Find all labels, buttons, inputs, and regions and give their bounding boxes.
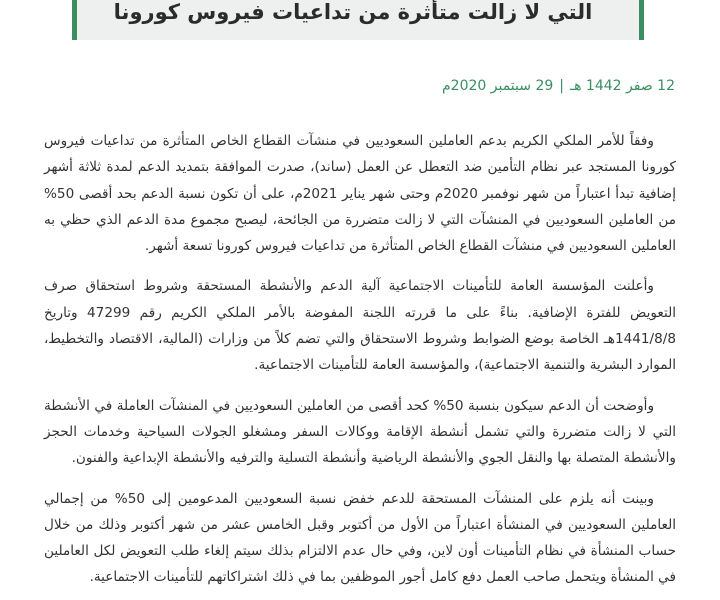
article-paragraph-2: وأعلنت المؤسسة العامة للتأمينات الاجتماعية آلية الدعم والأنشطة المستحقة وشروط استحقاق صرف التعويض للفترة الإضافية. بناءً على ما قررته اللجنة المفوضة بالأمر الملكي الكريم رقم 47299 وتاريخ 1441/8/8هـ الخاصة بوضع الضوابط وشروط الاستحقاق والتي تضم كلاً من وزارات (المالية، الاقتصاد والتخطيط، الموارد البشرية والتنمية الاجتماعية)، والمؤسسة العامة للتأمينات الاجتماعية.	[44, 278, 676, 374]
article-paragraph-1: وفقاً للأمر الملكي الكريم بدعم العاملين السعوديين في منشآت القطاع الخاص المتأثرة من تداعيات فيروس كورونا المستجد عبر نظام التأمين ضد التعطل عن العمل (ساند)، صدرت الموافقة بتمديد الدعم لمدة ثلاثة أشهر إضافية تبدأ اعتباراً من شهر نوفمبر 2020م وحتى شهر يناير 2021م، على أن تكون نسبة الدعم بحد أقصى 50% من العاملين السعوديين في المنشآت التي لا زالت متضررة من الجائحة، ليصبح مجموع مدة الدعم الذي حظي به العاملين السعوديين في منشآت القطاع الخاص المتأثرة من تداعيات فيروس كورونا تسعة أشهر.	[44, 133, 676, 255]
article-paragraph-3: وأوضحت أن الدعم سيكون بنسبة 50% كحد أقصى من العاملين السعوديين في المنشآت العاملة في الأنشطة التي لا زالت متضررة والتي تشمل أنشطة الإقامة ووكالات السفر ومشغلو الجولات السياحية وخدمات الحجز والأنشطة المتصلة بها والنقل الجوي والأنشطة الرياضية وأنشطة التسلية والترفيه والأنشطة الإبداعية والفنون.	[44, 397, 676, 467]
article-paragraph-4: وبينت أنه يلزم على المنشآت المستحقة للدعم خفض نسبة السعوديين المدعومين إلى 50% من إجمالي العاملين السعوديين في المنشأة اعتباراً من الأول من أكتوبر وقبل الخامس عشر من شهر أكتوبر وذلك من خلال حساب المنشأة في نظام التأمينات أون لاين، وفي حال عدم الالتزام بذلك سيتم إلغاء طلب التعويض لكل العاملين في المنشأة ويتحمل صاحب العمل دفع كامل أجور الموظفين بما في ذلك اشتراكاتهم للتأمينات الاجتماعية.	[44, 490, 676, 586]
article-title: التي لا زالت متأثرة من تداعيات فيروس كورونا	[113, 0, 593, 24]
hijri-date: 12 صفر 1442 هـ	[569, 78, 675, 94]
gregorian-date: 29 سبتمبر 2020م	[442, 78, 554, 94]
date-separator: |	[559, 78, 564, 94]
article-dateline	[442, 78, 675, 94]
article-title-banner	[72, 0, 644, 40]
article-body	[44, 128, 676, 600]
